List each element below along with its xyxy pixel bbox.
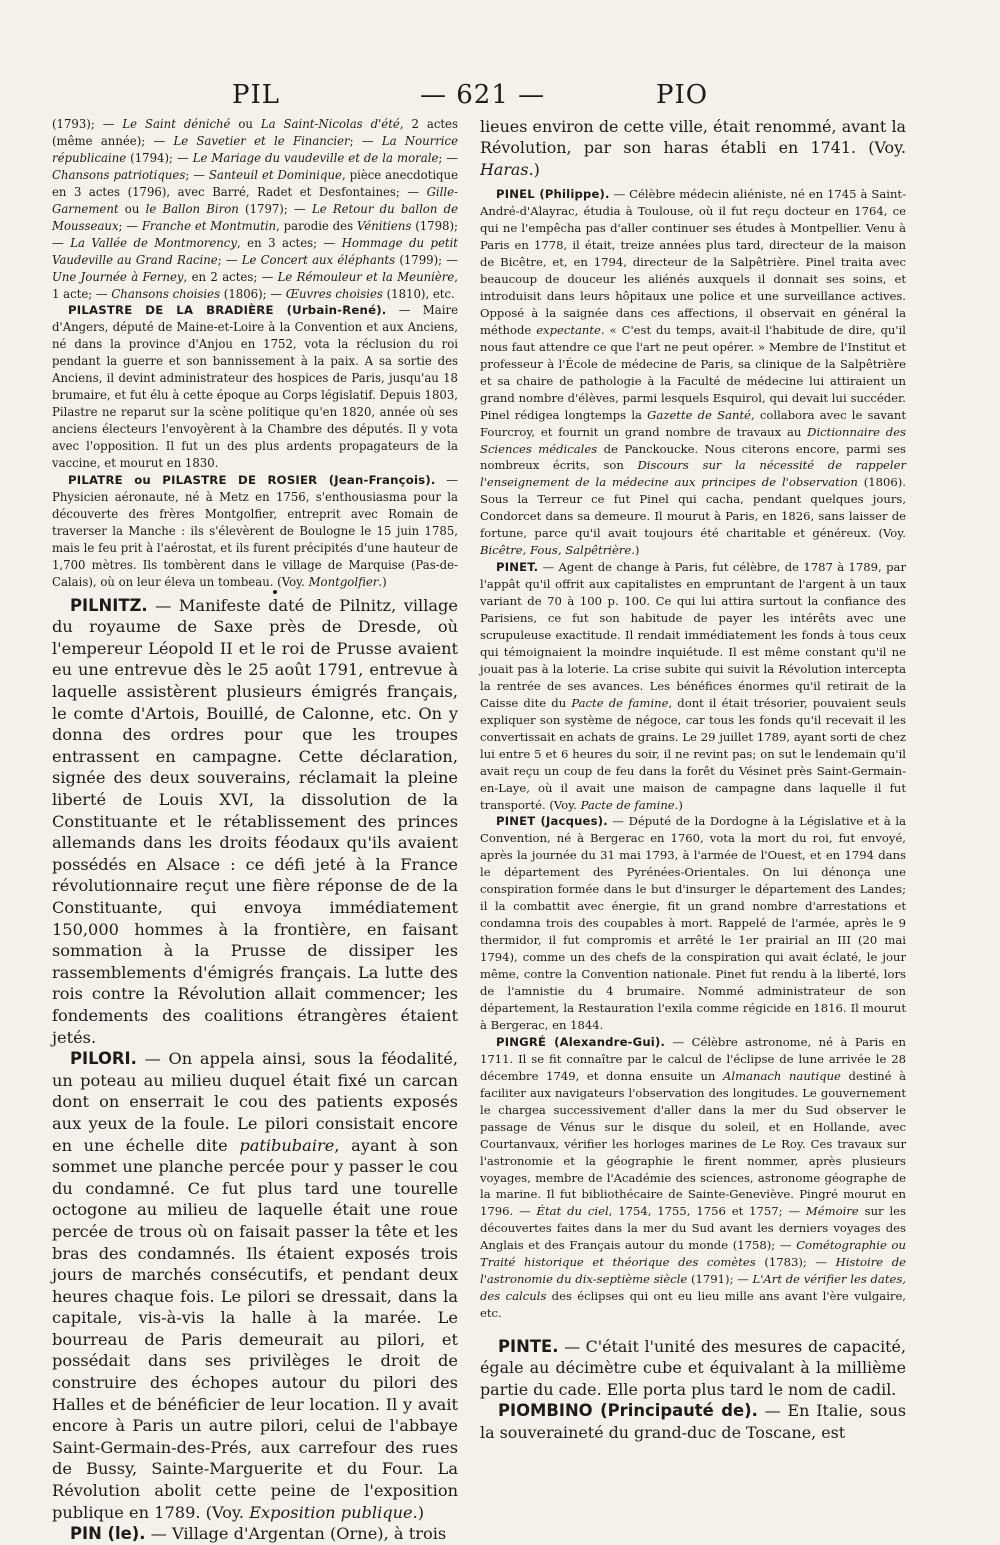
body-text: .) [378, 574, 387, 589]
body-text: (1797); — [238, 201, 312, 216]
italic-title: Histoire de l'astronomie du dix-septième siècle [480, 1255, 906, 1287]
body-text: , dont il était trésorier, pouvaient seuls expliquer son système de négoce, car tous les fonds qu'il recevait il les convertissait en achats de grains. Le 29 juillet 1789, ayant sorti de chez lui entre 5 et 6 heures du soir, il ne revint pas; on sut le lendemain qu'il avait reçu un coup de feu dans la forêt du Vésinet près Saint-Germain-en-Laye, où il avait une maison de campagne dans laquelle il fut transporté. (Voy. [480, 695, 906, 812]
entry-pin-continued [480, 116, 906, 180]
italic-title: La Saint-Nicolas d'été [260, 117, 400, 131]
body-text: — C'était l'unité des mesures de capacité, égale au décimètre cube et équivalant à la millième partie du cade. Elle porta plus tard le nom de cadil. [480, 1337, 906, 1399]
entry-pilori [52, 1048, 458, 1523]
italic-title: Bicêtre, Fous, Salpêtrière [480, 543, 632, 558]
italic-title: patibubaire [239, 1135, 335, 1155]
body-text: .) [674, 797, 683, 812]
headword: PINGRÉ (Alexandre-Gui). [496, 1034, 666, 1049]
page-number: — 621 — [420, 80, 546, 110]
body-text: — En Italie, sous la souveraineté du grand-duc de Toscane, est [480, 1401, 907, 1442]
entry-pinte [480, 1336, 906, 1400]
body-text: , en 3 actes; — [236, 235, 342, 250]
body-text: — Maire d'Angers, député de Maine-et-Loire à la Convention et aux Anciens, né dans la province d'Anjou en 1752, vota la réclusion du roi pendant la guerre et son bannissement à la paix. A sa sortie des Anciens, il devint administrateur des hospices de Paris, jusqu'au 18 brumaire, et fut élu à cette époque au Corps législatif. Depuis 1803, Pilastre ne reparut sur la scène politique qu'en 1820, année où ses anciens électeurs l'envoyèrent à la Chambre des députés. Il y vota avec l'opposition. Il fut un des plus ardents propagateurs de la vaccine, et mourut en 1830. [52, 303, 458, 471]
body-text: . « C'est du temps, avait-il l'habitude de dire, qu'il nous faut attendre ce que l'art ne peut opérer. » Membre de l'Institut et professeur à l'École de médecine de Paris, sa clinique de la Salpêtrière et sa chaire de pathologie à la Faculté de médecine lui attiraient un grand nombre d'élèves, parmi lesquels Esquirol, qui devait lui succéder. Pinel rédigea longtemps la [480, 322, 906, 422]
body-text: lieues environ de cette ville, était renommé, avant la Révolution, par son haras établi en 1741. (Voy. [480, 117, 906, 158]
body-text: .) [631, 543, 640, 558]
entry-pinel [480, 186, 906, 559]
body-text: , 2 actes (même année); — [52, 117, 458, 148]
headword: PINET. [496, 560, 539, 575]
italic-title: Dictionnaire des Sciences médicales [480, 424, 907, 456]
running-head [0, 80, 1000, 114]
italic-title: La Nourrice républicaine [52, 133, 459, 165]
italic-title: Chansons patriotiques [52, 167, 186, 182]
body-text: — Célèbre médecin aliéniste, né en 1745 à Saint-André-d'Alayrac, étudia à Toulouse, où il fut reçu docteur en 1764, ce qui ne l'empêcha pas d'aller continuer ses études à Montpellier. Venu à Paris en 1778, il était, treize années plus tard, directeur de la maison de Bicêtre, et, en 1794, directeur de la Salpêtrière. Pinel traita avec beaucoup de douceur les aliénés auxquels il donnait ses soins, et introduisit dans leurs hôpitaux une police et une surveillance actives. Opposé à la saignée dans ces affections, il observait en général la méthode [480, 187, 906, 337]
headword: PIN (le). [70, 1524, 146, 1544]
italic-title: Gille-Garnement [52, 184, 458, 216]
italic-title: L'Art de vérifier les dates, des calculs [480, 1272, 906, 1304]
body-text: destiné à faciliter aux navigateurs l'observation des longitudes. Le gouvernement le chargea successivement d'aller dans la mer du Sud observer le passage de Vénus sur le disque du soleil, et en Hollande, avec Courtanvaux, vérifier les horloges marines de Le Roy. Ces travaux sur l'astronomie et la géographie le firent nommer, après plusieurs voyages, membre de l'Académie des sciences, astronome géographe de la marine. Il fut bibliothécaire de Sainte-Geneviève. Pingré mourut en 1796. — [480, 1068, 906, 1219]
body-text: (1799); — [395, 252, 458, 267]
italic-title: Le Rémouleur et la Meunière [277, 269, 455, 284]
body-text: ; — [438, 150, 458, 165]
italic-title: Haras [480, 159, 529, 179]
italic-title: Santeuil et Dominique [208, 167, 342, 182]
headword: PILATRE ou PILASTRE DE ROSIER (Jean-François). [68, 473, 436, 488]
headword: PILORI. [70, 1049, 137, 1069]
headword: PIOMBINO (Principauté de). [498, 1401, 758, 1421]
body-text: , parodie des [276, 218, 357, 233]
headword: PINEL (Philippe). [496, 187, 610, 202]
italic-title: Almanach nautique [723, 1068, 841, 1083]
body-text: de Panckoucke. Nous citerons encore, parmi ses nombreux écrits, son [480, 441, 907, 473]
body-text: ou [118, 201, 146, 216]
body-text: , 1 acte; — [52, 269, 459, 301]
body-text: — Manifeste daté de Pilnitz, village du royaume de Saxe près de Dresde, où l'empereur Léopold II et le roi de Prusse avaient eu une entrevue dès le 25 août 1791, entrevue à laquelle assistèrent plusieurs émigrés français, le comte d'Artois, Bouillé, de Calonne, etc. On y donna des ordres pour que les troupes entrassent en campagne. Cette déclaration, signée des deux souverains, réclamait la pleine liberté de Louis XVI, la dissolution de la Constituante et le rétablissement des princes allemands dans les droits féodaux qu'ils avaient possédés en Alsace : ce défi jeté à la France révolutionnaire reçut une fière réponse de de la Constituante, qui envoya immédiatement 150,000 hommes à la frontière, en faisant sommation à la Prusse de dissiper les rassemblements d'émigrés français. La lutte des rois contre la Révolution allait commencer; les fondements des coalitions étrangères étaient jetés. [52, 595, 458, 1047]
body-text: , ayant à son sommet une planche percée pour y passer le cou du condamné. Ce fut plus tard une tourelle octogone au milieu de laquelle était une roue percée de trous où on faisait passer la tête et les bras des condamnés. Ils étaient exposés trois jours de marchés consécutifs, et pendant deux heures chaque fois. Le pilori se dressait, dans la capitale, vis-à-vis la halle à la marée. Le bourreau de Paris demeurait au pilori, et possédait dans ses privilèges le droit de construire des échopes autour du pilori des Halles et de bénéficier de leur location. Il y avait encore à Paris un autre pilori, celui de l'abbaye Saint-Germain-des-Prés, aux carrefour des rues de Bussy, Sainte-Marguerite et du Four. La Révolution abolit cette peine de l'exposition publique en 1789. (Voy. [52, 1135, 458, 1522]
body-text: , 1754, 1755, 1756 et 1757; — [608, 1204, 806, 1219]
body-text: , en 2 actes; — [183, 269, 278, 284]
body-text: .) [412, 1502, 425, 1522]
body-text: ou [230, 117, 261, 131]
italic-title: Une Journée à Ferney [52, 269, 184, 284]
italic-title: Le Mariage du vaudeville et de la morale [192, 150, 439, 165]
body-text: ; — [185, 167, 209, 182]
italic-title: Montgolfier [308, 574, 379, 589]
entry-piombino [480, 1400, 906, 1443]
body-text: (1783); — [755, 1255, 836, 1270]
body-text: ; — [217, 252, 242, 267]
italic-title: Le Saint déniché [122, 117, 231, 131]
italic-title: expectante [536, 322, 601, 337]
right-column [480, 116, 906, 1443]
italic-title: Gazette de Santé [647, 407, 752, 422]
headword: PILNITZ. [70, 595, 148, 615]
body-text: — Physicien aéronaute, né à Metz en 1756, s'enthousiasma pour la découverte des frères Montgolfier, entreprit avec Romain de traverser la Manche : ils s'élevèrent de Boulogne le 15 juin 1785, mais le feu prit à l'aérostat, et ils furent précipités d'une hauteur de 1,700 mètres. Ils tombèrent dans le village de Marquise (Pas-de-Calais), où on leur éleva un tombeau. (Voy. [52, 473, 458, 589]
left-column [52, 116, 458, 1545]
headword: PINET (Jacques). [496, 814, 608, 829]
body-text: sur les découvertes faites dans la mer du Sud avant les derniers voyages des Anglais et des Français autour du monde (1758); — [480, 1204, 906, 1253]
body-text: (1794); — [126, 150, 193, 165]
header-right: PIO [656, 80, 709, 110]
body-text: — Député de la Dordogne à la Législative et à la Convention, né à Bergerac en 1760, vota la mort du roi, fut envoyé, après la journée du 31 mai 1793, à l'armée de l'Ouest, et en 1794 dans le département des Pyrénées-Orientales. On lui dénonça une conspiration formée dans le but d'insurger le département des Landes; il la combattit avec énergie, fit un grand nombre d'arrestations et condamna trois des coupables à mort. Rappelé de l'armée, après le 9 thermidor, il fut compromis et arrêté le 1er prairial an III (20 mai 1794), comme un des chefs de la conspiration qui avait éclaté, le jour même, contre la Convention nationale. Pinet fut rendu à la liberté, lors de l'amnistie du 4 brumaire. Nommé administrateur de son département, la Restauration l'exila comme régicide en 1816. Il mourut à Bergerac, en 1844. [480, 814, 906, 1032]
entry-pinet-jacques [480, 813, 906, 1033]
italic-title: Chansons choisies [111, 286, 221, 301]
italic-title: Pacte de famine [571, 695, 669, 710]
body-text: (1806). Sous la Terreur ce fut Pinel qui cacha, pendant quelques jours, Condorcet dans sa demeure. Il mourut à Paris, en 1826, sans laisser de fortune, parce qu'il avait toujours été charitable et généreux. (Voy. [480, 475, 906, 541]
entry-pilatre-rosier [52, 472, 458, 591]
body-text: — Village d'Argentan (Orne), à trois [145, 1524, 447, 1544]
body-text: des éclipses qui ont eu lieu mille ans avant l'ère vulgaire, etc. [480, 1289, 906, 1321]
separator-mark [273, 590, 277, 594]
entry-pingre [480, 1034, 906, 1322]
italic-title: Mémoire [805, 1204, 859, 1219]
body-text: — Célèbre astronome, né à Paris en 1711. Il se fit connaître par le calcul de l'éclipse de lune arrivée le 28 décembre 1749, et donna ensuite un [480, 1034, 906, 1083]
body-text: (1810), etc. [382, 286, 455, 301]
entry-pilastre-bradiere [52, 302, 458, 472]
italic-title: État du ciel [536, 1204, 609, 1219]
italic-title: le Ballon Biron [145, 201, 239, 216]
italic-title: Le Concert aux éléphants [241, 252, 396, 267]
italic-title: Exposition publique [249, 1502, 413, 1522]
body-text: ; — [349, 133, 382, 148]
body-text: — On appela ainsi, sous la féodalité, un poteau au milieu duquel était fixé un carcan dont on enserrait le cou des patients exposés aux yeux de la foule. Le pilori consistait encore en une échelle dite [52, 1049, 458, 1155]
body-text: , collabora avec le savant Fourcroy, et fournit un grand nombre de travaux au [480, 407, 906, 439]
italic-title: Le Retour du ballon de Mousseaux [52, 201, 458, 233]
italic-title: Franche et Montmutin [141, 218, 277, 233]
body-text: , pièce anecdotique en 3 actes (1796), avec Barré, Radet et Desfontaines; — [52, 167, 458, 199]
italic-title: Pacte de famine [580, 797, 675, 812]
headword: PILASTRE DE LA BRADIÈRE (Urbain-René). [68, 303, 387, 318]
entry-pilnitz [52, 595, 458, 1048]
headword: PINTE. [498, 1337, 559, 1357]
body-text: (1806); — [220, 286, 286, 301]
italic-title: Discours sur la nécessité de rappeler l'enseignement de la médecine aux principes de l'observation [480, 458, 906, 490]
body-text: (1793); — [52, 117, 123, 131]
header-left: PIL [232, 80, 281, 110]
entry-pinet [480, 559, 906, 813]
italic-title: Cométographie ou Traité historique et théorique des comètes [480, 1238, 906, 1270]
body-text: .) [528, 159, 540, 179]
body-text: (1791); — [687, 1272, 753, 1287]
body-text: ; — [118, 218, 142, 233]
italic-title: Vénitiens [356, 218, 412, 233]
entry-pin [52, 1523, 458, 1545]
italic-title: La Vallée de Montmorency [70, 235, 237, 250]
entry-continuation [52, 116, 458, 302]
body-text: — Agent de change à Paris, fut célèbre, de 1787 à 1789, par l'appât qu'il offrit aux capitalistes en empruntant de l'argent à un taux variant de 70 à 100 p. 100. Ce qui lui attira surtout la confiance des Parisiens, ce fut son habitude de payer les intérêts avec une scrupuleuse exactitude. Il rendait immédiatement les fonds à tous ceux qui témoignaient la moindre inquiétude. Il est même constant qu'il ne jouait pas à la loterie. La crise subite qui suivit la Révolution intercepta la rentrée de ses avances. Les bénéfices énormes qu'il retirait de la Caisse dite du [480, 560, 906, 710]
body-text: (1798); — [52, 218, 458, 250]
italic-title: Le Savetier et le Financier [173, 133, 350, 148]
italic-title: Œuvres choisies [285, 286, 383, 301]
italic-title: Hommage du petit Vaudeville au Grand Racine [52, 235, 459, 267]
